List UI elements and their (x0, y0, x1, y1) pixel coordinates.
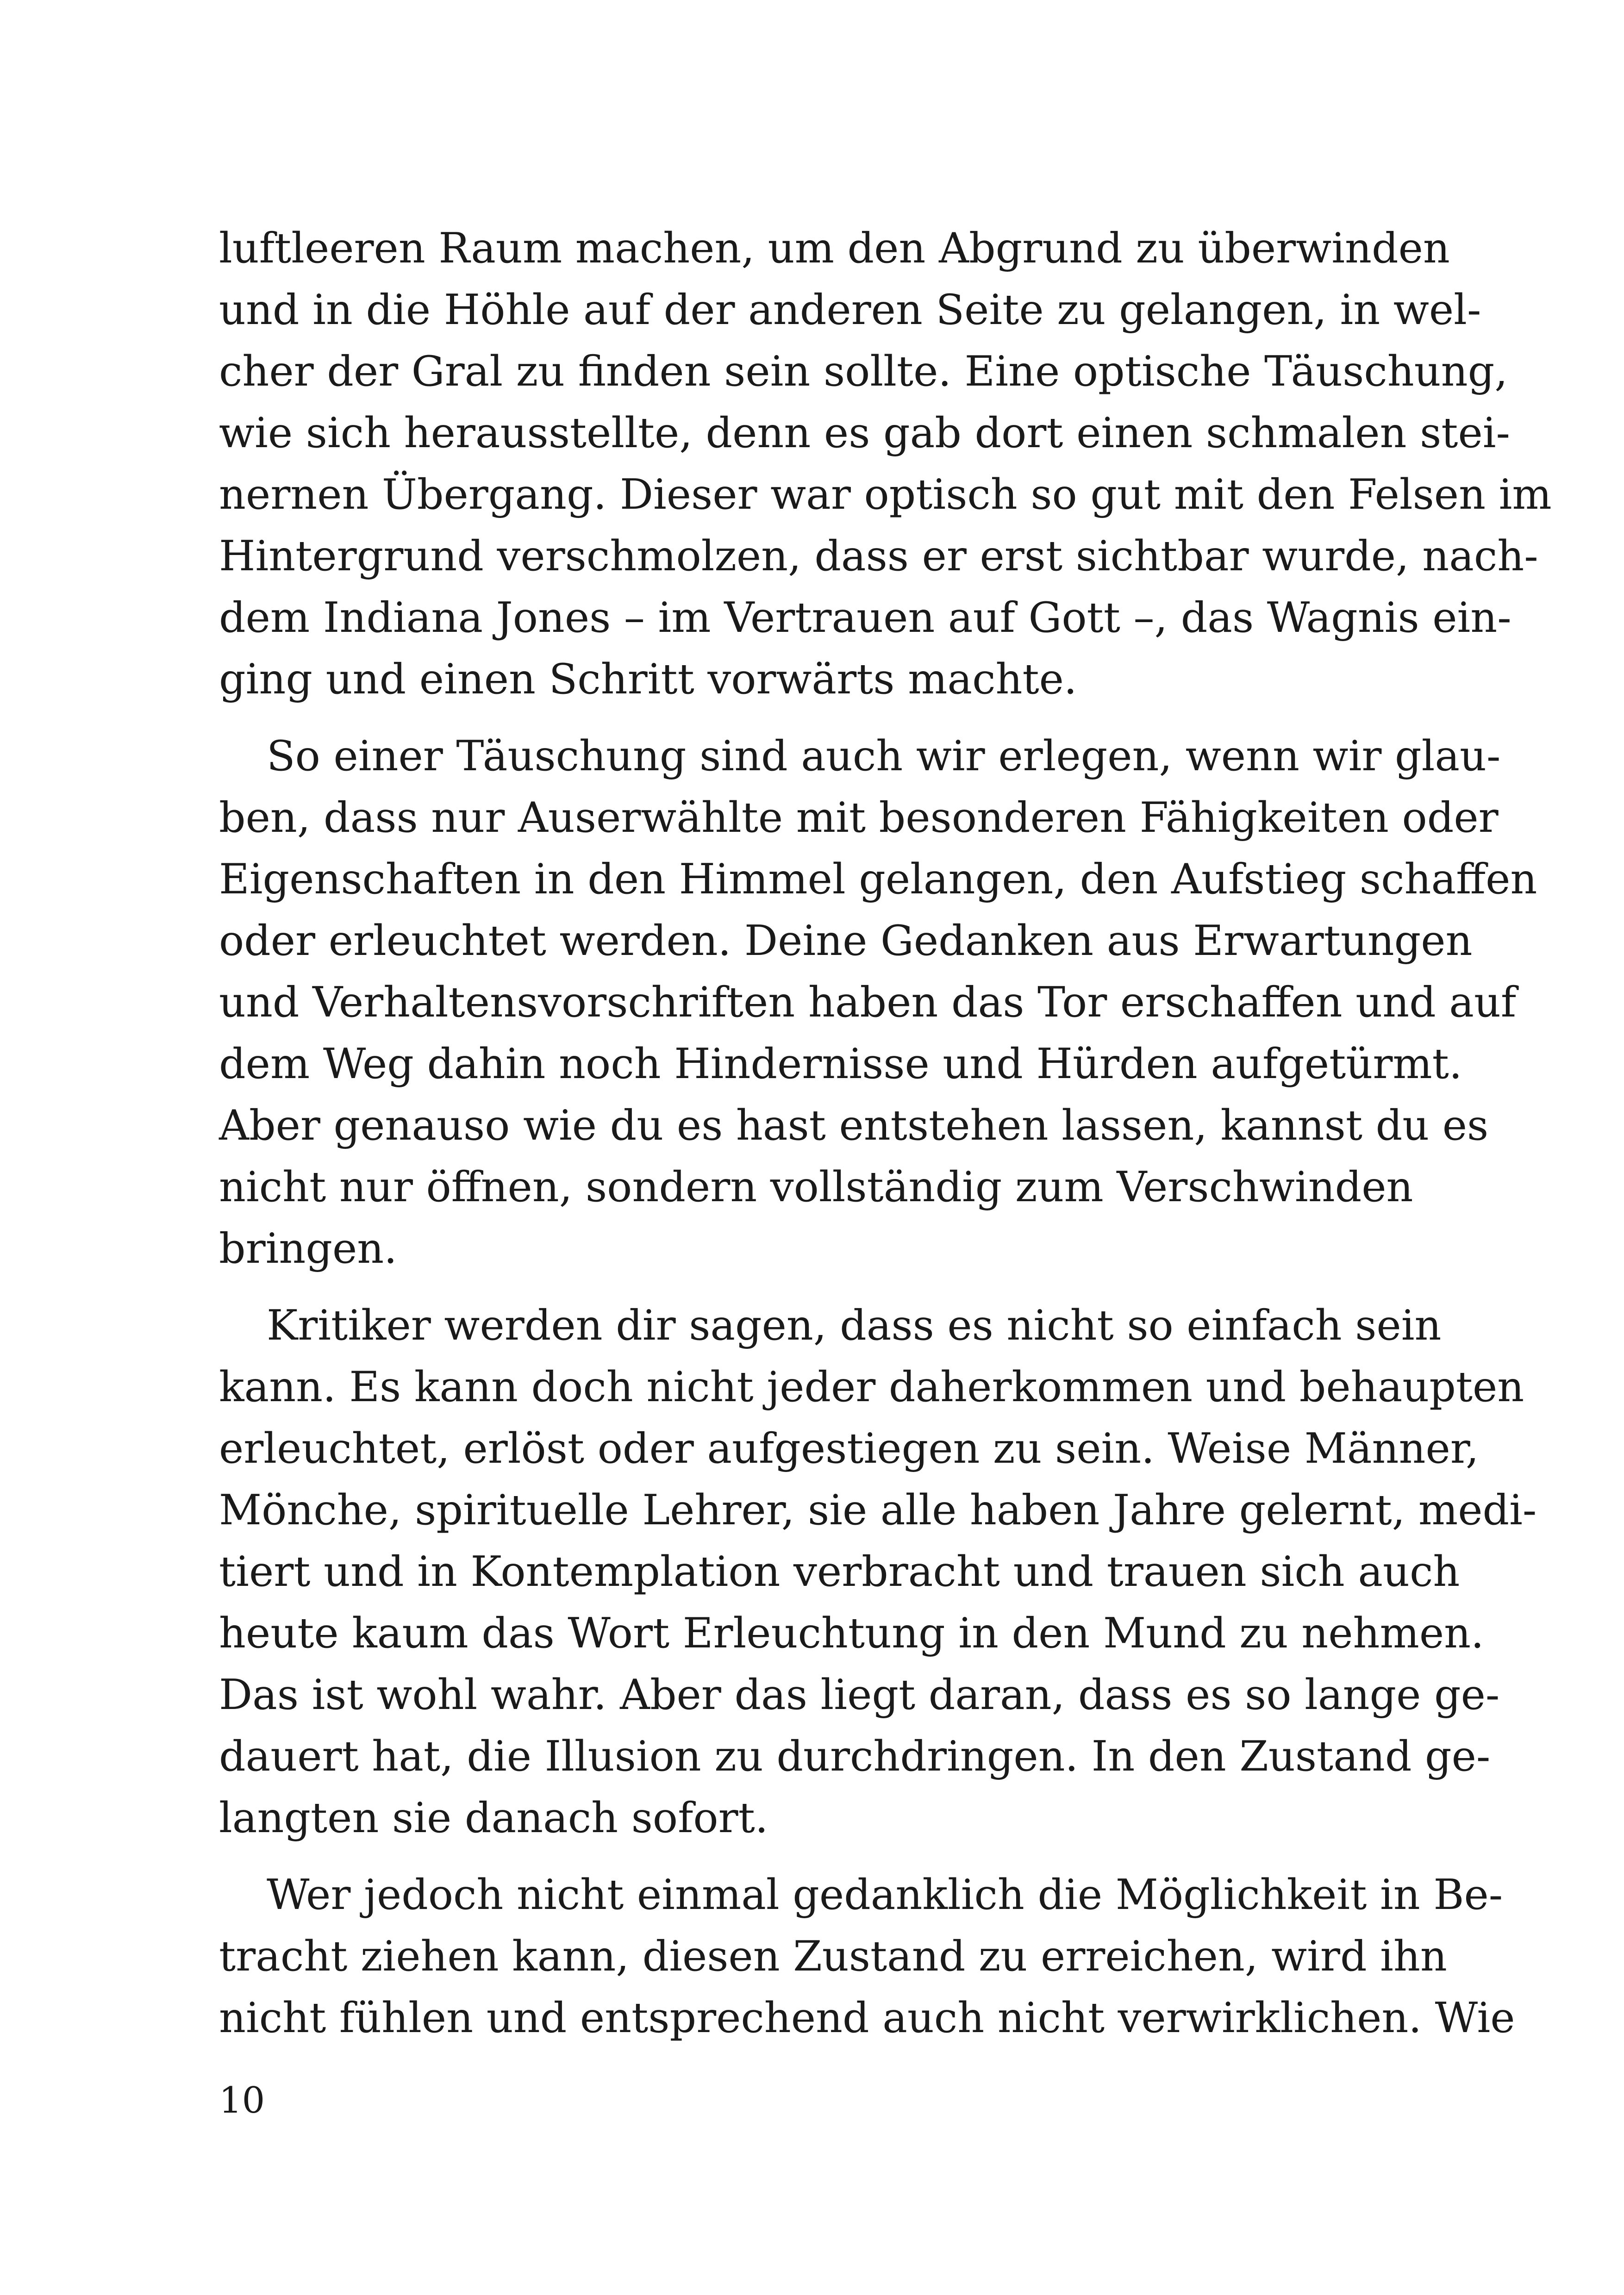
text-line: So einer Täuschung sind auch wir erlegen, wenn wir glau- (267, 732, 1501, 780)
text-line: oder erleuchtet werden. Deine Gedanken aus Erwartungen (219, 917, 1473, 965)
text-line: tracht ziehen kann, diesen Zustand zu erreichen, wird ihn (219, 1932, 1447, 1981)
text-line: erleuchtet, erlöst oder aufgestiegen zu sein. Weise Männer, (219, 1424, 1479, 1473)
text-line: Das ist wohl wahr. Aber das liegt daran, dass es so lange ge- (219, 1671, 1500, 1719)
body-text (219, 218, 1552, 2049)
text-line: bringen. (219, 1224, 397, 1273)
text-line: wie sich herausstellte, denn es gab dort einen schmalen stei- (219, 409, 1510, 457)
text-line: nicht fühlen und entsprechend auch nicht verwirklichen. Wie (219, 1994, 1515, 2042)
text-line: nernen Übergang. Dieser war optisch so gut mit den Felsen im (219, 470, 1552, 519)
text-line: cher der Gral zu finden sein sollte. Eine optische Täuschung, (219, 347, 1508, 396)
paragraph-4 (219, 1864, 1515, 2049)
text-line: kann. Es kann doch nicht jeder daherkommen und behaupten (219, 1363, 1524, 1411)
text-line: heute kaum das Wort Erleuchtung in den Mund zu nehmen. (219, 1609, 1484, 1658)
text-line: luftleeren Raum machen, um den Abgrund zu überwinden (219, 224, 1450, 273)
text-line: dauert hat, die Illusion zu durchdringen. In den Zustand ge- (219, 1732, 1491, 1781)
text-line: und in die Höhle auf der anderen Seite zu gelangen, in wel- (219, 286, 1481, 334)
text-line: und Verhaltensvorschriften haben das Tor erschaffen und auf (219, 978, 1517, 1027)
text-line: Eigenschaften in den Himmel gelangen, den Aufstieg schaffen (219, 855, 1537, 904)
text-line: Aber genauso wie du es hast entstehen lassen, kannst du es (219, 1101, 1489, 1150)
page-number: 10 (219, 2080, 265, 2121)
text-line: dem Indiana Jones – im Vertrauen auf Gott –, das Wagnis ein- (219, 593, 1512, 642)
text-line: Hintergrund verschmolzen, dass er erst sichtbar wurde, nach- (219, 532, 1538, 580)
paragraph-3 (219, 1295, 1537, 1849)
paragraph-2 (219, 725, 1537, 1279)
text-line: tiert und in Kontemplation verbracht und trauen sich auch (219, 1547, 1460, 1596)
text-line: dem Weg dahin noch Hindernisse und Hürden aufgetürmt. (219, 1040, 1462, 1088)
text-line: Mönche, spirituelle Lehrer, sie alle haben Jahre gelernt, medi- (219, 1486, 1537, 1534)
text-line: ging und einen Schritt vorwärts machte. (219, 655, 1077, 704)
text-line: nicht nur öffnen, sondern vollständig zum Verschwinden (219, 1163, 1413, 1211)
text-line: langten sie danach sofort. (219, 1794, 768, 1842)
text-line: ben, dass nur Auserwählte mit besonderen Fähigkeiten oder (219, 793, 1499, 842)
text-line: Kritiker werden dir sagen, dass es nicht so einfach sein (267, 1301, 1442, 1350)
paragraph-1 (219, 218, 1552, 710)
text-line: Wer jedoch nicht einmal gedanklich die Möglichkeit in Be- (267, 1871, 1503, 1919)
